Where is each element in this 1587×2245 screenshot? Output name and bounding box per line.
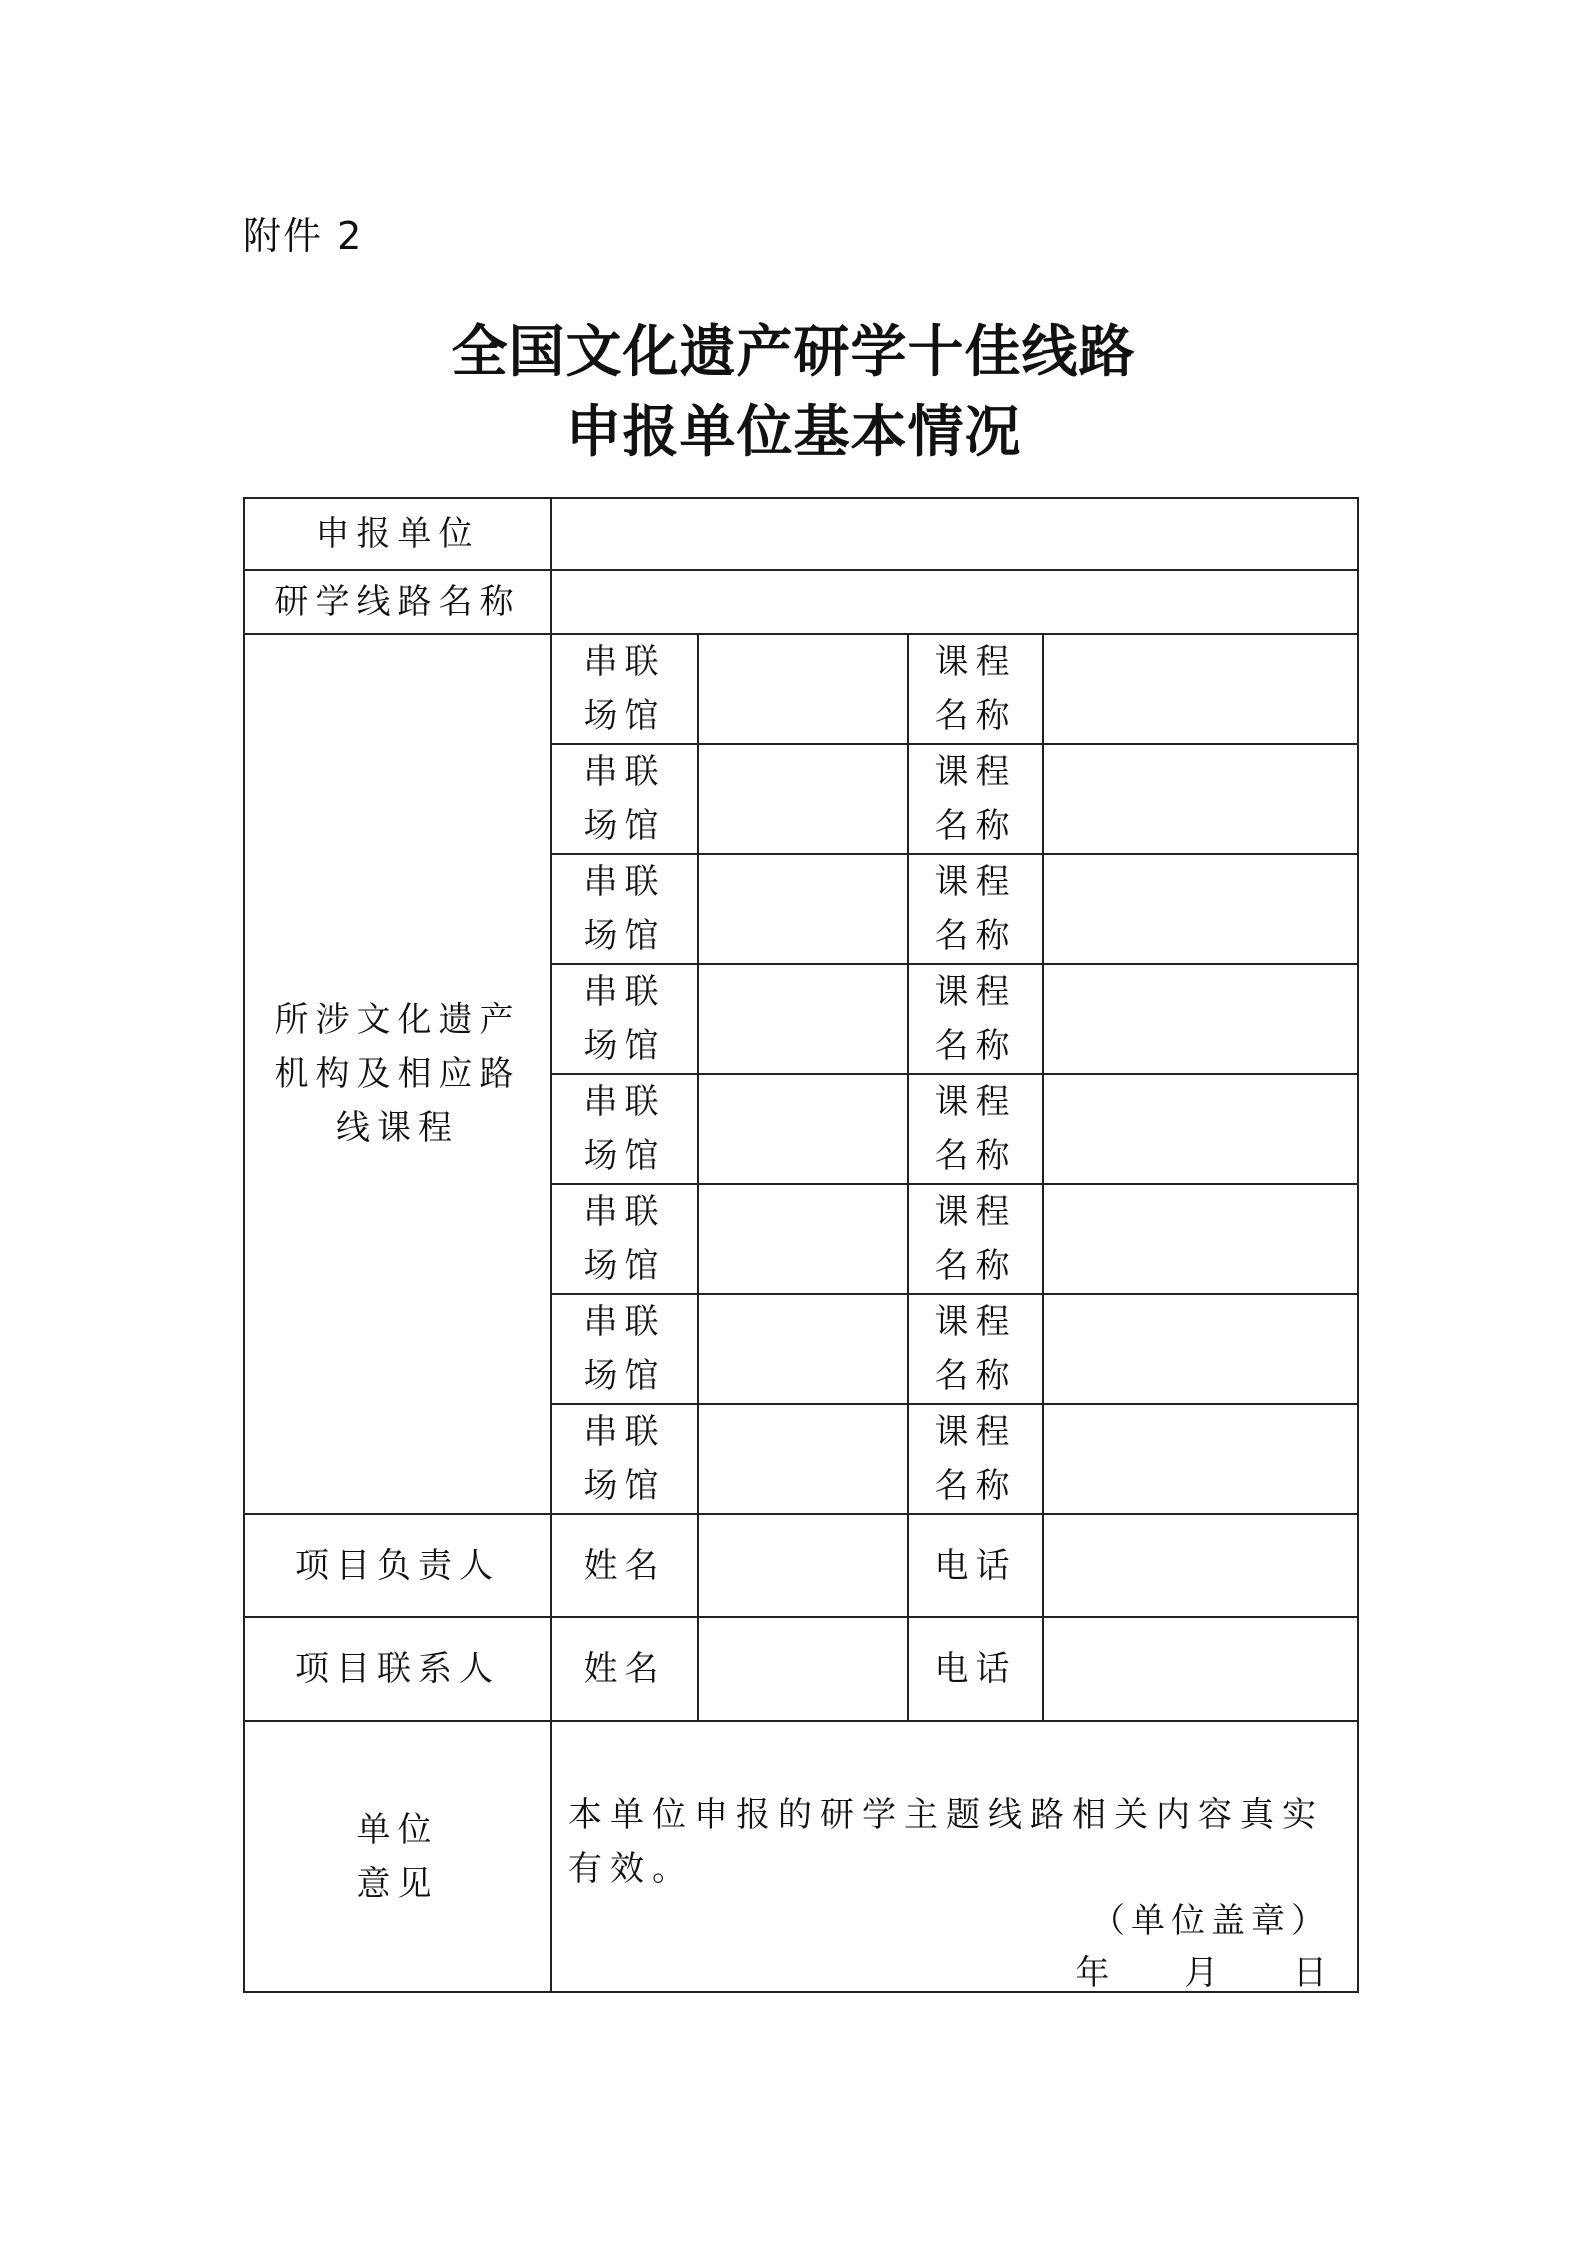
title-line-2: 申报单位基本情况	[565, 399, 1022, 465]
course-label-line: 名称	[934, 916, 1017, 956]
document-title	[0, 312, 1587, 472]
course-label-line: 名称	[934, 1356, 1017, 1396]
venue-label-line: 场馆	[583, 1356, 666, 1396]
course-label-line: 课程	[934, 862, 1017, 902]
course-label-line: 课程	[934, 1082, 1017, 1122]
phone-label: 电话	[908, 1514, 1043, 1617]
venue-label-line: 串联	[583, 1192, 666, 1232]
contact-name-field[interactable]	[698, 1617, 908, 1721]
venue-label-line: 串联	[583, 1082, 666, 1122]
course-label-line: 课程	[934, 1412, 1017, 1452]
venue-label-line: 串联	[583, 1302, 666, 1342]
row-applicant-unit	[244, 498, 1358, 570]
opinion-label-line: 意见	[356, 1863, 439, 1904]
title-line-1: 全国文化遗产研学十佳线路	[451, 319, 1136, 385]
course-label-line: 课程	[934, 1192, 1017, 1232]
signing-date	[1075, 1946, 1327, 2000]
course-label-line: 名称	[934, 696, 1017, 736]
course-label	[908, 964, 1043, 1074]
course-field[interactable]	[1043, 1404, 1358, 1514]
course-label-line: 名称	[934, 1246, 1017, 1286]
course-field[interactable]	[1043, 744, 1358, 854]
venue-label	[551, 964, 698, 1074]
course-label	[908, 1184, 1043, 1294]
venue-label-line: 串联	[583, 1412, 666, 1452]
name-label: 姓名	[551, 1617, 698, 1721]
unit-opinion-field[interactable]	[551, 1721, 1358, 1992]
applicant-unit-label: 申报单位	[244, 498, 551, 570]
date-month-label: 月	[1184, 1953, 1219, 1993]
course-label-line: 名称	[934, 1026, 1017, 1066]
name-label: 姓名	[551, 1514, 698, 1617]
course-field[interactable]	[1043, 634, 1358, 744]
venue-field[interactable]	[698, 1184, 908, 1294]
seal-note: （单位盖章）	[1091, 1901, 1331, 1941]
course-label	[908, 1294, 1043, 1404]
course-label	[908, 634, 1043, 744]
venue-label-line: 场馆	[583, 1246, 666, 1286]
course-label-line: 课程	[934, 972, 1017, 1012]
course-label	[908, 744, 1043, 854]
project-contact-label: 项目联系人	[244, 1617, 551, 1721]
course-field[interactable]	[1043, 1074, 1358, 1184]
institutions-label	[244, 634, 551, 1514]
venue-field[interactable]	[698, 1404, 908, 1514]
attachment-label: 附件 2	[243, 214, 364, 258]
venue-label-line: 串联	[583, 752, 666, 792]
course-label	[908, 1074, 1043, 1184]
row-project-contact	[244, 1617, 1358, 1721]
course-label-line: 名称	[934, 806, 1017, 846]
venue-field[interactable]	[698, 744, 908, 854]
course-label-line: 名称	[934, 1136, 1017, 1176]
venue-label	[551, 1404, 698, 1514]
opinion-statement: 本单位申报的研学主题线路相关内容真实有效。	[568, 1795, 1324, 1889]
row-project-leader	[244, 1514, 1358, 1617]
unit-opinion-label	[244, 1721, 551, 1992]
opinion-label-line: 单位	[356, 1809, 439, 1850]
leader-phone-field[interactable]	[1043, 1514, 1358, 1617]
course-label-line: 课程	[934, 642, 1017, 682]
institutions-label-line: 线课程	[336, 1108, 459, 1148]
course-label-line: 名称	[934, 1466, 1017, 1506]
phone-label: 电话	[908, 1617, 1043, 1721]
application-form-table	[243, 497, 1359, 1993]
venue-label	[551, 854, 698, 964]
venue-label	[551, 744, 698, 854]
course-field[interactable]	[1043, 964, 1358, 1074]
institutions-label-line: 机构及相应路	[274, 1054, 521, 1094]
course-label	[908, 1404, 1043, 1514]
route-name-label: 研学线路名称	[244, 570, 551, 634]
course-label	[908, 854, 1043, 964]
venue-label-line: 串联	[583, 642, 666, 682]
venue-label-line: 场馆	[583, 1466, 666, 1506]
date-day-label: 日	[1293, 1953, 1327, 1993]
venue-field[interactable]	[698, 1074, 908, 1184]
venue-field[interactable]	[698, 1294, 908, 1404]
venue-field[interactable]	[698, 634, 908, 744]
course-label-line: 课程	[934, 1302, 1017, 1342]
venue-label-line: 场馆	[583, 806, 666, 846]
course-field[interactable]	[1043, 1184, 1358, 1294]
course-field[interactable]	[1043, 1294, 1358, 1404]
venue-label-line: 串联	[583, 862, 666, 902]
row-route-name	[244, 570, 1358, 634]
course-field[interactable]	[1043, 854, 1358, 964]
venue-label-line: 串联	[583, 972, 666, 1012]
venue-label-line: 场馆	[583, 696, 666, 736]
venue-field[interactable]	[698, 964, 908, 1074]
leader-name-field[interactable]	[698, 1514, 908, 1617]
venue-label-line: 场馆	[583, 916, 666, 956]
institutions-label-line: 所涉文化遗产	[274, 1000, 521, 1040]
venue-row	[244, 634, 1358, 744]
applicant-unit-field[interactable]	[551, 498, 1358, 570]
venue-label	[551, 634, 698, 744]
venue-label-line: 场馆	[583, 1026, 666, 1066]
contact-phone-field[interactable]	[1043, 1617, 1358, 1721]
venue-label-line: 场馆	[583, 1136, 666, 1176]
venue-label	[551, 1294, 698, 1404]
row-unit-opinion	[244, 1721, 1358, 1992]
venue-label	[551, 1184, 698, 1294]
course-label-line: 课程	[934, 752, 1017, 792]
route-name-field[interactable]	[551, 570, 1358, 634]
project-leader-label: 项目负责人	[244, 1514, 551, 1617]
venue-label	[551, 1074, 698, 1184]
venue-field[interactable]	[698, 854, 908, 964]
date-year-label: 年	[1075, 1953, 1110, 1993]
